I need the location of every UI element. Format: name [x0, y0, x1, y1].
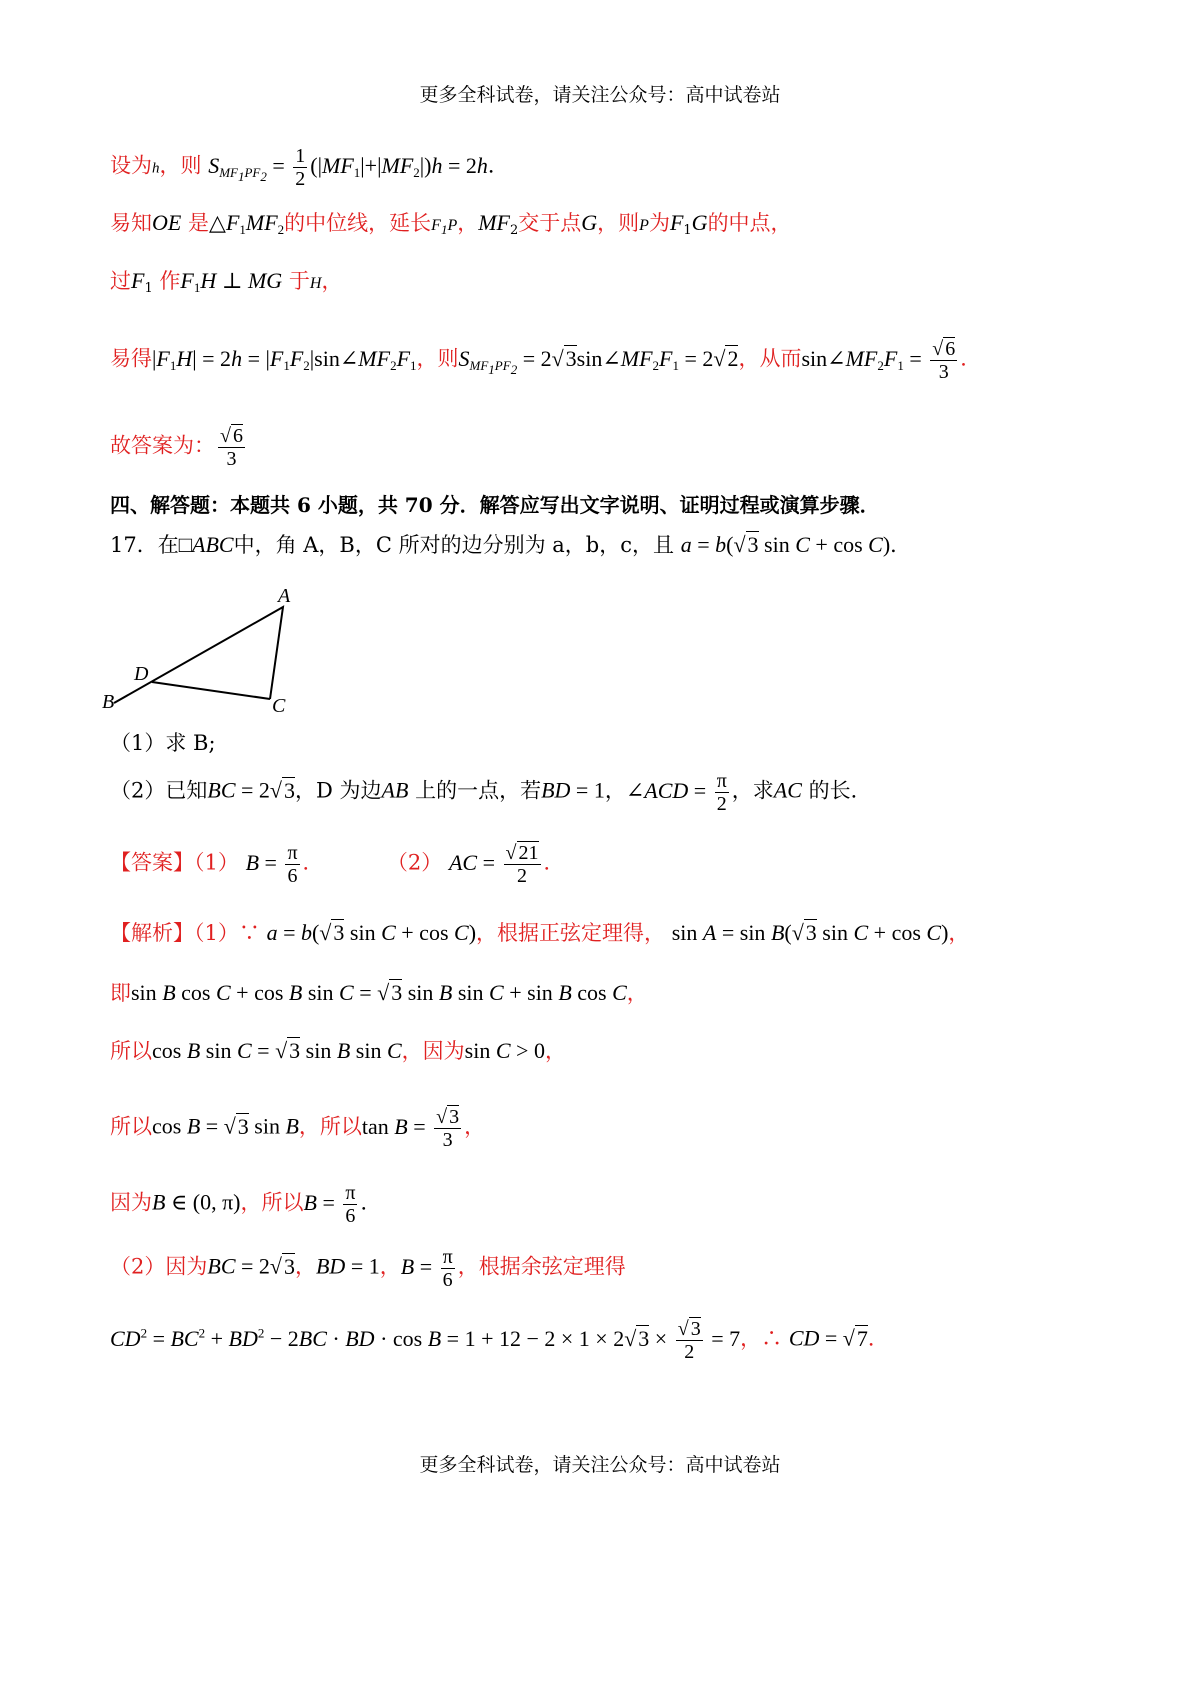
analysis-line-7: $CD^2 = BC^2 + BD^2 - 2BC$ · BD · cos B = 1 + 12 − 2 × 1 × 2√3 × $\frac{√ 3}{2}$ = 7，∴ CD = √7． [110, 1318, 889, 1363]
solution-line-4: 易得$|F_1H| = 2h$ = $|F_1F_2|\sin\angle MF_2F_1$，则$S_{MF_1PF_2}$ = $2√3\sin\angle MF_2F_1 = 2√2$，从而$\sin\angle MF_2F_1$ = $\frac{√ 6}{3}$ ． [110, 338, 982, 383]
q17-part-1: （1）求 B; [110, 731, 216, 755]
analysis-line-2: 即sin B cos C + cos B sin C = √3 sin B sin C + sin B cos C， [110, 980, 648, 1005]
q17-part-2: （2）已知BC = 2√3，D 为边AB 上的一点，若BD = 1，∠ACD = $\frac{\pi}{2}$ ，求AC 的长． [110, 770, 872, 815]
section-heading: 四、解答题：本题共 6 小题，共 70 分．解答应写出文字说明、证明过程或演算步骤． [110, 493, 880, 517]
vertex-label-c: C [272, 695, 286, 717]
segment-dc [152, 682, 270, 699]
solution-line-1: 设为h，则 $S_{MF_1PF_2}$ = $\frac{1}{2}$ $(|MF_1|+|MF_2|)h = 2h$． [110, 145, 509, 190]
solution-line-5: 故答案为： $\frac{√ 6}{3}$ [110, 425, 243, 470]
vertex-label-b: B [102, 691, 115, 713]
answer-line: 【答案】（1） B = $\frac{\pi}{6}$ ． （2） AC = $\frac{√ 21}{2}$ ． [110, 842, 565, 887]
page-footer: 更多全科试卷，请关注公众号：高中试卷站 [419, 1454, 781, 1476]
segment-bc [114, 699, 270, 703]
analysis-line-1: 【解析】（1）∵ a = b(√3 sin C + cos C)，根据正弦定理得， sin A = sin B(√3 sin C + cos C)， [110, 920, 970, 945]
solution-line-2: 易知OE 是$\triangle F_1MF_2$的中位线，延长$F_1P$，$MF_2$交于点G，则P为$F_1G$的中点， [110, 210, 792, 238]
solution-line-3: 过$F_1$ 作$F_1H$ ⊥ MG 于H， [110, 268, 343, 296]
question-17: 17．在□ABC中，角 A，B，C 所对的边分别为 a，b，c，且 a = b(√3 sin C + cos C)． [110, 532, 912, 557]
analysis-line-4: 所以cos B = √3 sin B，所以tan B = $\frac{√ 3}{3}$ ， [110, 1106, 486, 1151]
vertex-label-d: D [134, 663, 149, 685]
vertex-label-a: A [278, 585, 291, 607]
triangle-figure [100, 580, 320, 720]
analysis-line-3: 所以cos B sin C = √3 sin B sin C，因为sin C > 0， [110, 1038, 566, 1063]
analysis-line-6: （2）因为BC = 2√3，BD = 1，B = $\frac{\pi}{6}$ ，根据余弦定理得 [110, 1246, 626, 1291]
analysis-line-5: 因为B ∈ (0, π)，所以B = $\frac{\pi}{6}$ ． [110, 1182, 382, 1227]
page-header: 更多全科试卷，请关注公众号：高中试卷站 [419, 84, 781, 106]
